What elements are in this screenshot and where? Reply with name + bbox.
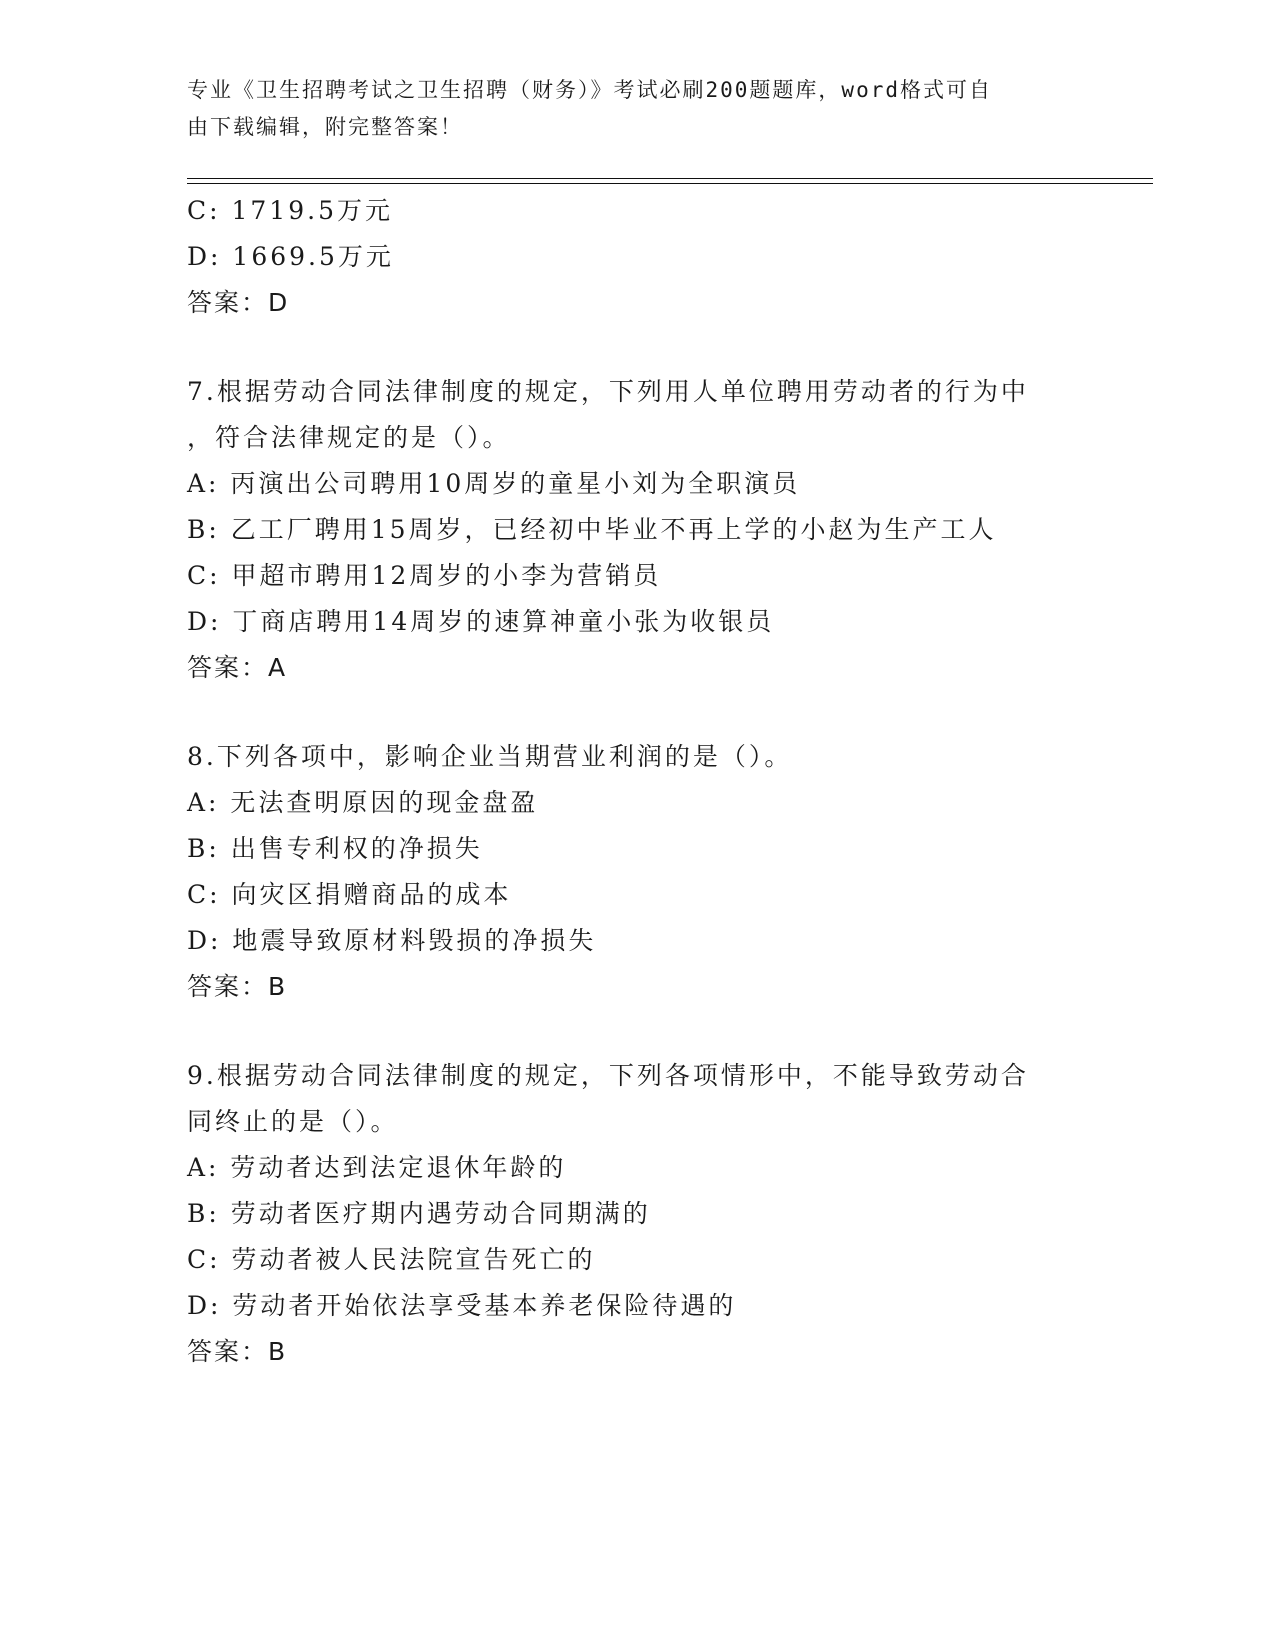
answer-line: 答案：B [187,1337,288,1366]
option-d: D: 地震导致原材料毁损的净损失 [187,926,597,955]
previous-question-tail [187,188,1127,326]
option-d: D: 丁商店聘用14周岁的速算神童小张为收银员 [187,607,775,636]
option-c: C: 劳动者被人民法院宣告死亡的 [187,1245,596,1274]
option-a: A: 无法查明原因的现金盘盈 [187,788,539,817]
option-b: B: 乙工厂聘用15周岁，已经初中毕业不再上学的小赵为生产工人 [187,515,997,544]
option-a: A: 劳动者达到法定退休年龄的 [187,1153,567,1182]
question-stem-continued: ，符合法律规定的是（）。 [187,423,511,452]
question-9 [187,1053,1127,1375]
header-title-line-1: 专业《卫生招聘考试之卫生招聘（财务）》考试必刷200题题库，word格式可自 [187,78,992,102]
question-stem: 8.下列各项中，影响企业当期营业利润的是（）。 [187,742,793,771]
question-7 [187,369,1127,691]
option-b: B: 出售专利权的净损失 [187,834,483,863]
document-header [187,72,1067,146]
question-stem: 9.根据劳动合同法律制度的规定，下列各项情形中，不能导致劳动合 [187,1061,1029,1090]
option-d: D: 劳动者开始依法享受基本养老保险待遇的 [187,1291,737,1320]
question-stem-continued: 同终止的是（）。 [187,1107,399,1136]
question-stem: 7.根据劳动合同法律制度的规定，下列用人单位聘用劳动者的行为中 [187,377,1029,406]
header-divider-top [187,178,1153,179]
answer-line: 答案：B [187,972,288,1001]
option-c: C: 甲超市聘用12周岁的小李为营销员 [187,561,662,590]
document-body [187,188,1127,1375]
option-a: A: 丙演出公司聘用10周岁的童星小刘为全职演员 [187,469,801,498]
answer-line: 答案：A [187,653,288,682]
option-c: C: 向灾区捐赠商品的成本 [187,880,512,909]
option-d: D: 1669.5万元 [187,242,394,271]
header-title-line-2: 由下载编辑，附完整答案！ [187,115,463,139]
header-divider-bottom [187,183,1153,184]
question-8 [187,734,1127,1010]
option-b: B: 劳动者医疗期内遇劳动合同期满的 [187,1199,651,1228]
option-c: C: 1719.5万元 [187,196,393,225]
answer-line: 答案：D [187,288,290,317]
